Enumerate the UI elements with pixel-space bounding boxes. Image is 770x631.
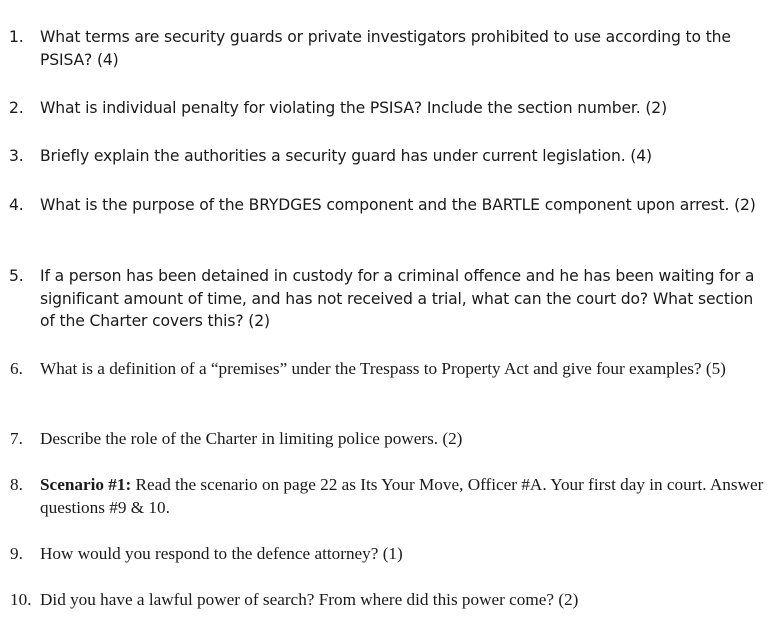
question-text: What is the purpose of the BRYDGES component and the BARTLE component upon arrest. (2) — [40, 196, 756, 214]
question-text: What is a definition of a “premises” under the Trespass to Property Act and give four examples? (5) — [40, 359, 726, 378]
question-text: Did you have a lawful power of search? From where did this power come? (2) — [40, 590, 579, 609]
question-number: 10. — [10, 590, 32, 609]
question-number: 4. — [9, 196, 24, 214]
scenario-text: Read the scenario on page 22 as Its Your Move, Officer #A. Your first day in court. Answer questions #9 & 10. — [40, 475, 764, 517]
question-number: 5. — [9, 267, 24, 285]
question-text: Briefly explain the authorities a security guard has under current legislation. (4) — [40, 147, 652, 165]
question-number: 6. — [10, 359, 23, 378]
question-text: If a person has been detained in custody for a criminal offence and he has been waiting for a significant amount of time, and has not received a trial, what can the court do? What section of the Charter covers this? (2) — [40, 267, 755, 330]
question-text: What terms are security guards or private investigators prohibited to use according to the PSISA? (4) — [40, 28, 731, 69]
question-number: 9. — [10, 544, 23, 563]
question-number: 2. — [9, 99, 24, 117]
question-text: How would you respond to the defence attorney? (1) — [40, 544, 403, 563]
question-number: 7. — [10, 429, 23, 448]
question-number: 8. — [10, 475, 23, 494]
question-text: Describe the role of the Charter in limiting police powers. (2) — [40, 429, 463, 448]
scenario-label: Scenario #1: — [40, 475, 132, 494]
question-text: What is individual penalty for violating the PSISA? Include the section number. (2) — [40, 99, 668, 117]
question-text — [40, 474, 765, 519]
question-number: 1. — [9, 28, 24, 46]
question-number: 3. — [9, 147, 24, 165]
